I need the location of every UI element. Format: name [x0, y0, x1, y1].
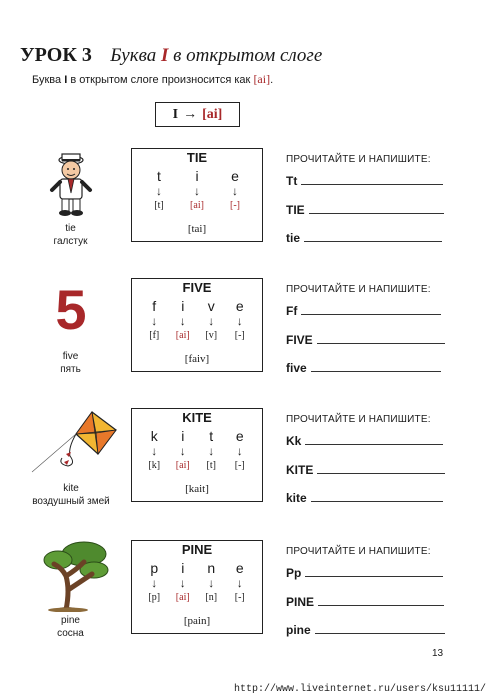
caption-kite [4, 482, 138, 508]
lesson-subtitle [110, 45, 322, 66]
down-arrow-icon: ↓ [232, 184, 238, 198]
letter-column [171, 428, 195, 472]
letter-column [228, 428, 252, 472]
word-title: KITE [182, 410, 212, 425]
word-box-pine [131, 540, 263, 634]
letter: v [207, 298, 215, 314]
practice-line[interactable] [286, 361, 441, 375]
subtitle-prefix: Буква [110, 45, 157, 66]
sound: [-] [234, 592, 245, 603]
subtitle-suffix: в открытом слоге [173, 45, 323, 66]
caption-en: pine [61, 615, 80, 626]
writing-blank[interactable] [318, 604, 444, 606]
word-row-kite [0, 408, 494, 518]
letter: p [150, 560, 159, 576]
letter-column [199, 428, 223, 472]
rule-sound: [ai] [202, 106, 223, 122]
page-header [20, 44, 322, 67]
writing-blank[interactable] [301, 183, 443, 185]
sound: [ai] [175, 460, 190, 471]
down-arrow-icon: ↓ [179, 314, 186, 328]
instruction: ПРОЧИТАЙТЕ И НАПИШИТЕ: [286, 414, 431, 425]
practice-label: tie [286, 231, 301, 245]
word-title: PINE [181, 542, 213, 557]
letter: n [207, 560, 216, 576]
instruction: ПРОЧИТАЙТЕ И НАПИШИТЕ: [286, 284, 431, 295]
practice-label: five [286, 361, 307, 375]
letter-column [171, 560, 195, 604]
letter-column [171, 298, 195, 342]
down-arrow-icon: ↓ [236, 314, 243, 328]
sound: [ai] [190, 200, 204, 211]
kite-picture [28, 408, 120, 478]
sound: [-] [234, 460, 245, 471]
writing-blank[interactable] [315, 632, 445, 634]
letter-column [142, 298, 166, 342]
letter-column [185, 168, 209, 212]
down-arrow-icon: ↓ [179, 576, 186, 590]
page-number: 13 [432, 648, 444, 659]
practice-line[interactable] [286, 231, 442, 245]
sound: [t] [154, 200, 164, 211]
down-arrow-icon: ↓ [151, 576, 158, 590]
down-arrow-icon: ↓ [156, 184, 162, 198]
practice-label: Pp [286, 566, 302, 580]
letter-column [199, 560, 223, 604]
instruction: ПРОЧИТАЙТЕ И НАПИШИТЕ: [286, 154, 431, 165]
right-arrow-icon: → [183, 106, 198, 122]
practice-label: kite [286, 491, 307, 505]
letter-column [228, 298, 252, 342]
letter: i [195, 168, 199, 184]
pine-tree-picture [36, 540, 110, 610]
down-arrow-icon: ↓ [151, 444, 158, 458]
word-box-kite [131, 408, 263, 502]
intro-letter: I [64, 74, 68, 86]
practice-line[interactable] [286, 434, 443, 448]
caption-en: five [62, 351, 79, 362]
down-arrow-icon: ↓ [151, 314, 158, 328]
practice-line[interactable] [286, 174, 443, 188]
letter-breakdown [140, 298, 254, 342]
word-box-tie [131, 148, 263, 242]
sound: [-] [234, 330, 245, 341]
transcription: [faiv] [184, 353, 210, 365]
letter-breakdown [140, 428, 254, 472]
intro-end: . [270, 74, 274, 86]
practice-label: Kk [286, 434, 302, 448]
down-arrow-icon: ↓ [208, 314, 215, 328]
practice-label: Ff [286, 304, 298, 318]
intro-text [32, 72, 273, 87]
sound: [-] [230, 200, 240, 211]
writing-blank[interactable] [317, 342, 445, 344]
letter: k [150, 428, 158, 444]
down-arrow-icon: ↓ [208, 444, 215, 458]
practice-line[interactable] [286, 623, 445, 637]
caption-ru: воздушный змей [32, 496, 110, 507]
letter: e [231, 168, 239, 184]
down-arrow-icon: ↓ [179, 444, 186, 458]
down-arrow-icon: ↓ [208, 576, 215, 590]
sound: [k] [148, 460, 161, 471]
intro-before: Буква [32, 74, 62, 86]
letter: i [181, 298, 185, 314]
source-url[interactable]: http://www.liveinternet.ru/users/ksu11111/ [234, 684, 487, 695]
letter-column [142, 428, 166, 472]
word-row-five [0, 278, 494, 388]
sound: [f] [149, 330, 160, 341]
caption-en: kite [63, 483, 79, 494]
writing-blank[interactable] [311, 500, 443, 502]
number-five-picture [40, 280, 102, 350]
writing-blank[interactable] [301, 313, 441, 315]
caption-pine [18, 614, 123, 640]
letter-breakdown [140, 168, 254, 212]
caption-en: tie [65, 223, 76, 234]
sound: [v] [205, 330, 218, 341]
practice-line[interactable] [286, 333, 445, 347]
practice-label: FIVE [286, 333, 313, 347]
letter-column [147, 168, 171, 212]
practice-line[interactable] [286, 304, 441, 318]
letter: t [209, 428, 214, 444]
writing-blank[interactable] [305, 443, 443, 445]
sound: [ai] [175, 592, 190, 603]
lesson-title: УРОК 3 [20, 44, 92, 66]
sound: [p] [148, 592, 161, 603]
sound: [ai] [175, 330, 190, 341]
letter-column [223, 168, 247, 212]
rule-box [155, 102, 240, 127]
letter: e [235, 560, 244, 576]
instruction: ПРОЧИТАЙТЕ И НАПИШИТЕ: [286, 546, 431, 557]
word-title: FIVE [182, 280, 212, 295]
practice-line[interactable] [286, 203, 444, 217]
down-arrow-icon: ↓ [236, 444, 243, 458]
transcription: [pain] [183, 615, 211, 627]
caption-ru: галстук [53, 236, 88, 247]
word-box-five [131, 278, 263, 372]
word-row-tie [0, 148, 494, 258]
letter-column [228, 560, 252, 604]
letter: i [181, 428, 185, 444]
practice-label: TIE [286, 203, 305, 217]
transcription: [tai] [187, 223, 207, 235]
writing-blank[interactable] [311, 370, 441, 372]
practice-line[interactable] [286, 491, 443, 505]
rule-letter: I [172, 106, 179, 122]
letter: f [152, 298, 157, 314]
letter-column [142, 560, 166, 604]
writing-blank[interactable] [309, 212, 444, 214]
sailor-with-tie-picture [40, 148, 102, 218]
word-title: TIE [186, 150, 208, 165]
intro-after: в открытом слоге произносится как [70, 74, 251, 86]
caption-ru: пять [60, 364, 81, 375]
down-arrow-icon: ↓ [236, 576, 243, 590]
letter-breakdown [140, 560, 254, 604]
word-row-pine [0, 540, 494, 650]
transcription: [kait] [185, 483, 209, 495]
subtitle-letter: I [160, 45, 169, 66]
letter-column [199, 298, 223, 342]
practice-line[interactable] [286, 463, 445, 477]
number-five-glyph: 5 [55, 278, 87, 341]
writing-blank[interactable] [317, 472, 445, 474]
caption-tie [18, 222, 123, 248]
practice-label: Tt [286, 174, 298, 188]
practice-line[interactable] [286, 595, 444, 609]
practice-label: pine [286, 623, 311, 637]
letter: e [235, 428, 244, 444]
letter: t [157, 168, 161, 184]
practice-label: PINE [286, 595, 315, 609]
writing-blank[interactable] [304, 240, 442, 242]
caption-five [18, 350, 123, 376]
practice-line[interactable] [286, 566, 443, 580]
letter: i [181, 560, 185, 576]
down-arrow-icon: ↓ [194, 184, 200, 198]
letter: e [235, 298, 244, 314]
practice-label: KITE [286, 463, 314, 477]
sound: [n] [205, 592, 218, 603]
writing-blank[interactable] [305, 575, 443, 577]
sound: [t] [206, 460, 216, 471]
intro-sound: [ai] [253, 72, 271, 86]
caption-ru: сосна [57, 628, 84, 639]
